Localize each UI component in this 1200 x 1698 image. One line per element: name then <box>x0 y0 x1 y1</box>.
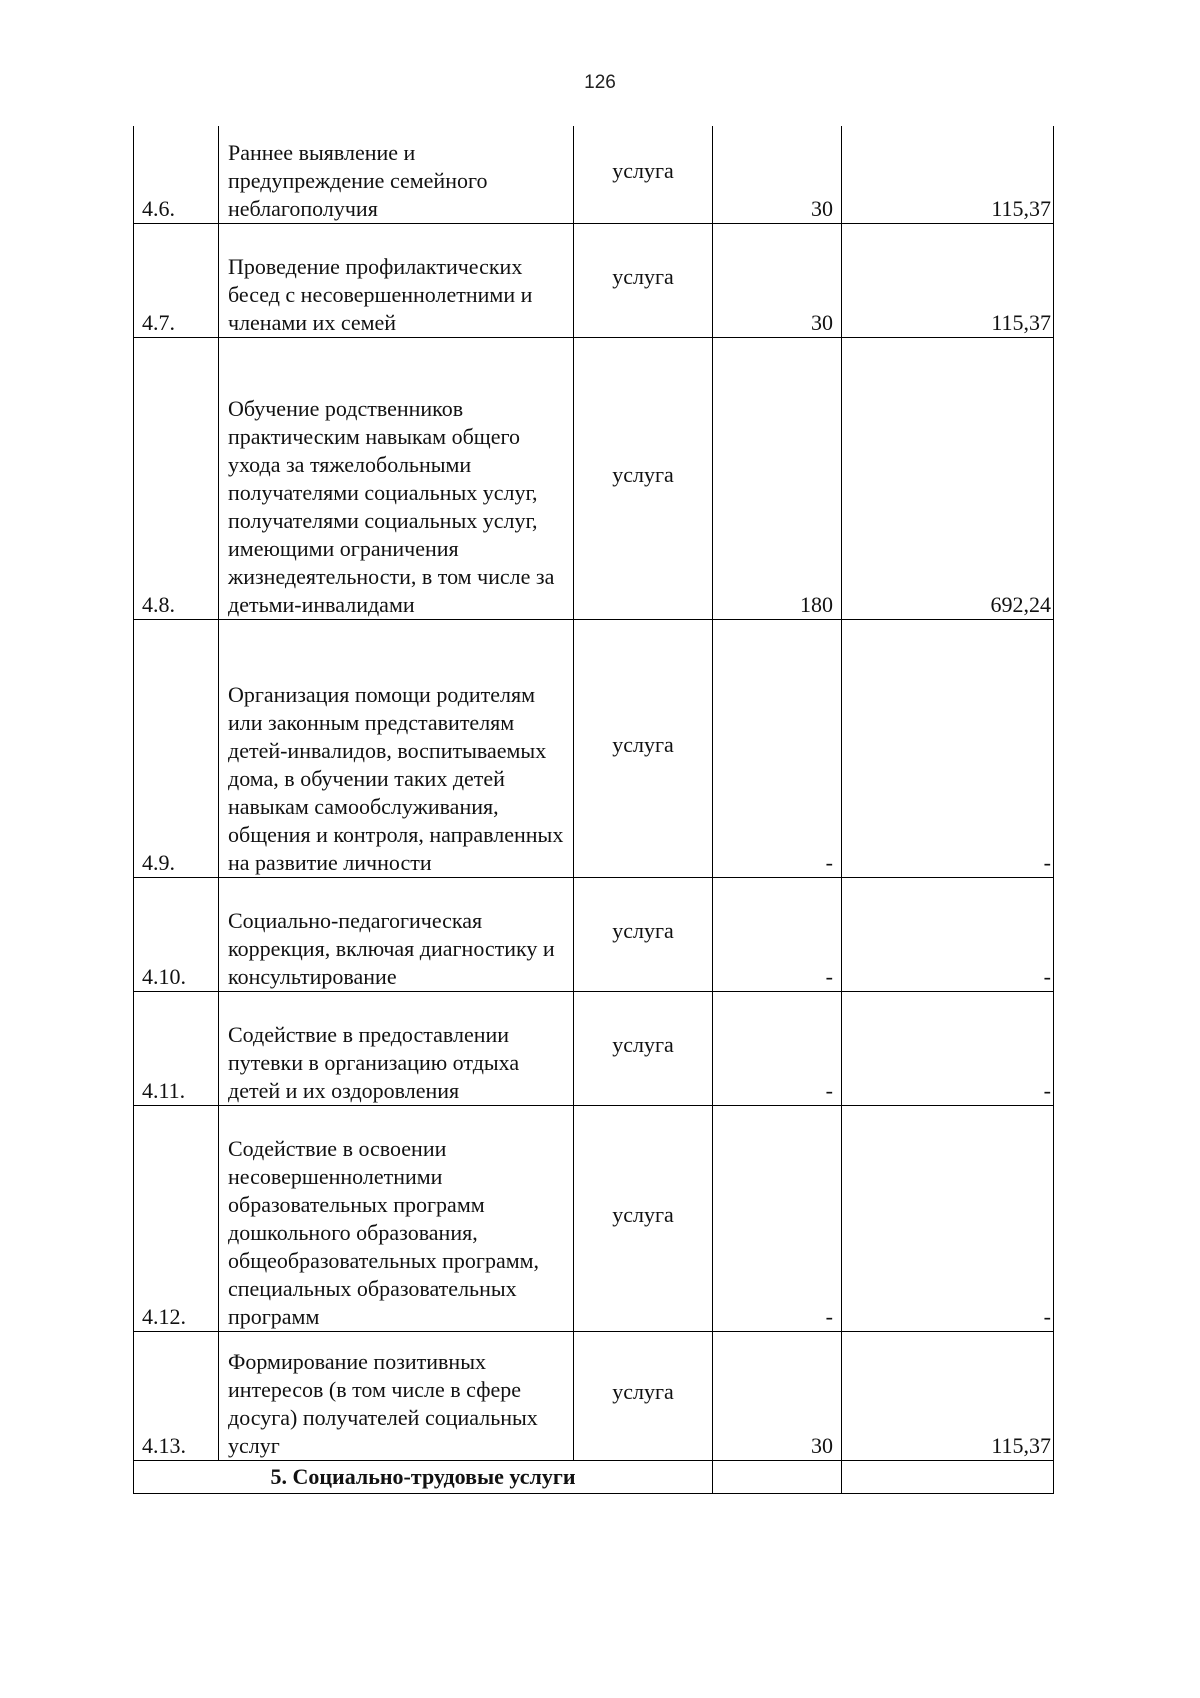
page-number: 126 <box>584 72 616 93</box>
unit-cell <box>574 126 713 224</box>
quantity-empty <box>713 1461 842 1494</box>
quantity: 30 <box>713 1332 842 1461</box>
row-number: 4.7. <box>134 224 219 338</box>
unit: услуга <box>612 157 674 183</box>
service-name: Содействие в освоении несовершеннолетними образовательных программ дошкольного образования, общеобразовательных программ, специальных образовательных программ <box>228 1136 540 1329</box>
service-name: Формирование позитивных интересов (в том числе в сфере досуга) получателей социальных услуг <box>228 1349 538 1458</box>
unit-cell <box>574 224 713 338</box>
service-name-cell <box>219 224 574 338</box>
price: - <box>842 992 1054 1106</box>
unit-cell <box>574 338 713 620</box>
section-header-row <box>134 1461 1054 1494</box>
unit: услуга <box>612 1379 674 1404</box>
service-name: Проведение профилактических бесед с несовершеннолетними и членами их семей <box>228 254 533 335</box>
quantity: - <box>713 878 842 992</box>
table-row <box>134 126 1054 224</box>
unit-cell <box>574 992 713 1106</box>
row-number: 4.11. <box>134 992 219 1106</box>
row-number: 4.10. <box>134 878 219 992</box>
price: 115,37 <box>842 224 1054 338</box>
unit: услуга <box>612 1031 674 1057</box>
unit: услуга <box>612 1201 674 1227</box>
quantity: - <box>713 1106 842 1332</box>
table-row <box>134 992 1054 1106</box>
service-name-cell <box>219 338 574 620</box>
table-row <box>134 878 1054 992</box>
row-number: 4.6. <box>134 126 219 224</box>
row-number: 4.8. <box>134 338 219 620</box>
unit-cell <box>574 1106 713 1332</box>
service-name-cell <box>219 878 574 992</box>
price: 115,37 <box>842 1332 1054 1461</box>
services-table <box>133 126 1054 1494</box>
service-name: Содействие в предоставлении путевки в организацию отдыха детей и их оздоровления <box>228 1022 520 1103</box>
price: - <box>842 1106 1054 1332</box>
service-name: Организация помощи родителям или законным представителям детей-инвалидов, воспитываемых дома, в обучении таких детей навыкам самообслуживания, общения и контроля, направленных на развитие личности <box>228 682 564 875</box>
unit: услуга <box>612 731 674 757</box>
price: - <box>842 620 1054 878</box>
unit-cell <box>574 878 713 992</box>
table-row <box>134 1332 1054 1461</box>
service-name-cell <box>219 620 574 878</box>
quantity: - <box>713 620 842 878</box>
unit: услуга <box>612 263 674 289</box>
table-row <box>134 620 1054 878</box>
service-name-cell <box>219 1106 574 1332</box>
service-name: Социально-педагогическая коррекция, включая диагностику и консультирование <box>228 908 555 989</box>
service-name-cell <box>219 992 574 1106</box>
unit: услуга <box>612 461 674 487</box>
table-row <box>134 1106 1054 1332</box>
quantity: 30 <box>713 126 842 224</box>
row-number: 4.12. <box>134 1106 219 1332</box>
quantity: 180 <box>713 338 842 620</box>
service-name-cell <box>219 1332 574 1461</box>
price-empty <box>842 1461 1054 1494</box>
unit: услуга <box>612 917 674 943</box>
row-number: 4.9. <box>134 620 219 878</box>
unit-cell <box>574 1332 713 1461</box>
price: 692,24 <box>842 338 1054 620</box>
quantity: 30 <box>713 224 842 338</box>
unit-cell <box>574 620 713 878</box>
table-row <box>134 224 1054 338</box>
service-name-cell <box>219 126 574 224</box>
service-name: Раннее выявление и предупреждение семейного неблагополучия <box>228 140 488 221</box>
price: - <box>842 878 1054 992</box>
service-name: Обучение родственников практическим навыкам общего ухода за тяжелобольными получателями социальных услуг, получателями социальных услуг, имеющими ограничения жизнедеятельности, в том числе за детьми-инвалидами <box>228 396 555 617</box>
quantity: - <box>713 992 842 1106</box>
table-row <box>134 338 1054 620</box>
price: 115,37 <box>842 126 1054 224</box>
row-number: 4.13. <box>134 1332 219 1461</box>
section-title: 5. Социально-трудовые услуги <box>134 1461 713 1494</box>
